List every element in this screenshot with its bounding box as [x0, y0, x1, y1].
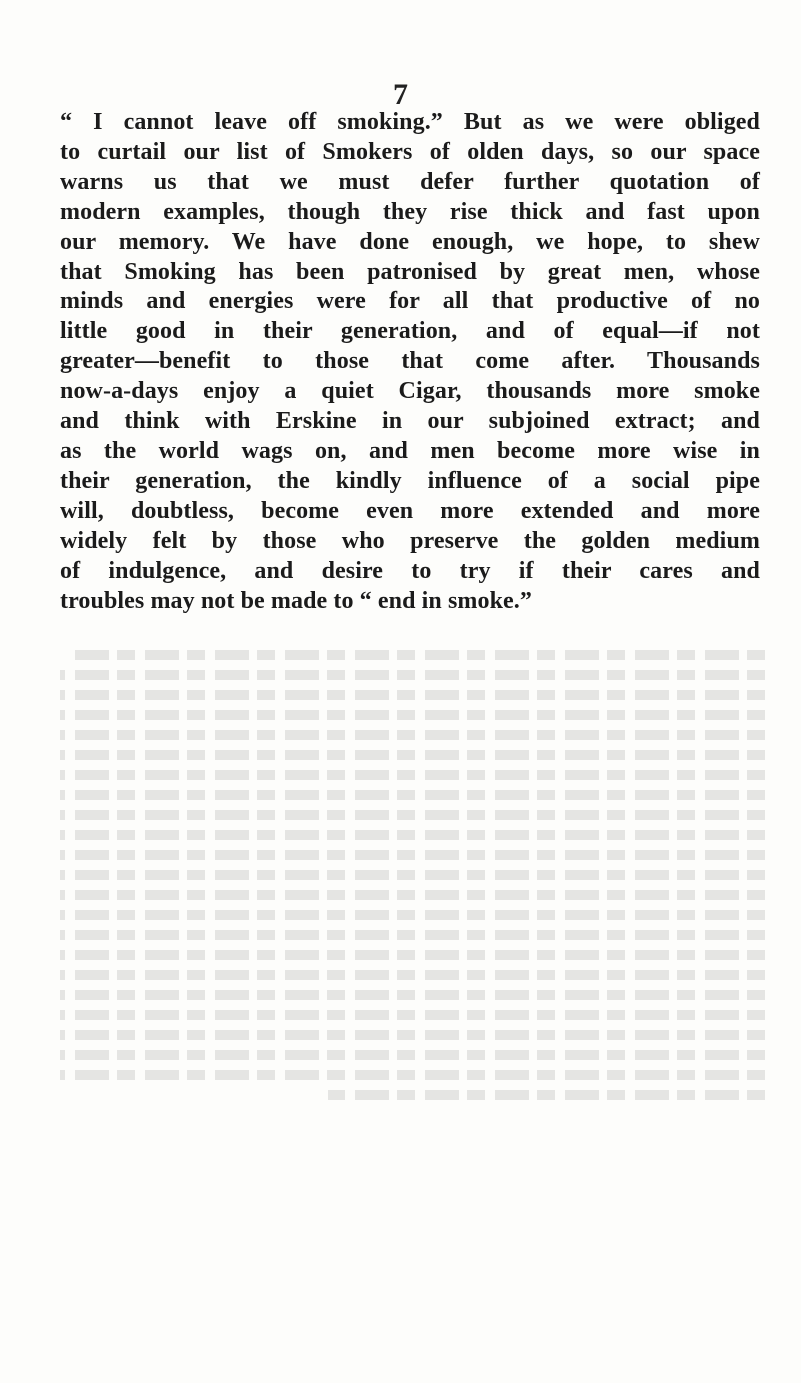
show-through-line: [74, 650, 765, 660]
text-line: and think with Erskine in our subjoined extract; and: [60, 408, 760, 435]
text-line: their generation, the kindly influence of a social pipe: [60, 467, 760, 494]
text-line: will, doubtless, become even more extended and more: [60, 497, 760, 524]
text-line: warns us that we must defer further quotation of: [60, 168, 760, 195]
text-line: modern examples, though they rise thick and fast upon: [60, 198, 760, 225]
show-through-line: [60, 730, 765, 740]
show-through-texture: [60, 640, 765, 1110]
show-through-line: [60, 1050, 765, 1060]
text-line: now-a-days enjoy a quiet Cigar, thousands more smoke: [60, 378, 760, 405]
text-line: to curtail our list of Smokers of olden days, so our space: [60, 138, 760, 165]
show-through-line: [60, 990, 765, 1000]
text-line: our memory. We have done enough, we hope, to shew: [60, 228, 760, 255]
show-through-line: [60, 890, 765, 900]
show-through-line: [60, 850, 765, 860]
text-line: widely felt by those who preserve the golden medium: [60, 527, 760, 554]
show-through-line: [328, 1090, 765, 1100]
show-through-line: [60, 770, 765, 780]
show-through-line: [60, 950, 765, 960]
show-through-line: [60, 910, 765, 920]
show-through-line: [60, 1070, 765, 1080]
show-through-line: [60, 790, 765, 800]
text-line: little good in their generation, and of equal—if not: [60, 318, 760, 345]
show-through-line: [60, 970, 765, 980]
show-through-line: [60, 1030, 765, 1040]
text-line: as the world wags on, and men become more wise in: [60, 437, 760, 464]
show-through-line: [60, 930, 765, 940]
text-line: minds and energies were for all that productive of no: [60, 288, 760, 315]
show-through-line: [60, 810, 765, 820]
show-through-line: [60, 830, 765, 840]
show-through-line: [60, 750, 765, 760]
show-through-line: [60, 1010, 765, 1020]
text-line: of indulgence, and desire to try if their cares and: [60, 557, 760, 584]
show-through-line: [60, 870, 765, 880]
show-through-line: [60, 710, 765, 720]
show-through-line: [60, 690, 765, 700]
body-paragraph: [60, 108, 760, 616]
text-line: greater—benefit to those that come after. Thousands: [60, 348, 760, 375]
show-through-line: [60, 670, 765, 680]
text-line: that Smoking has been patronised by great men, whose: [60, 258, 760, 285]
text-line: troubles may not be made to “ end in smoke.”: [60, 587, 532, 614]
text-line: “ I cannot leave off smoking.” But as we were obliged: [60, 109, 760, 135]
page-number: 7: [393, 78, 408, 111]
